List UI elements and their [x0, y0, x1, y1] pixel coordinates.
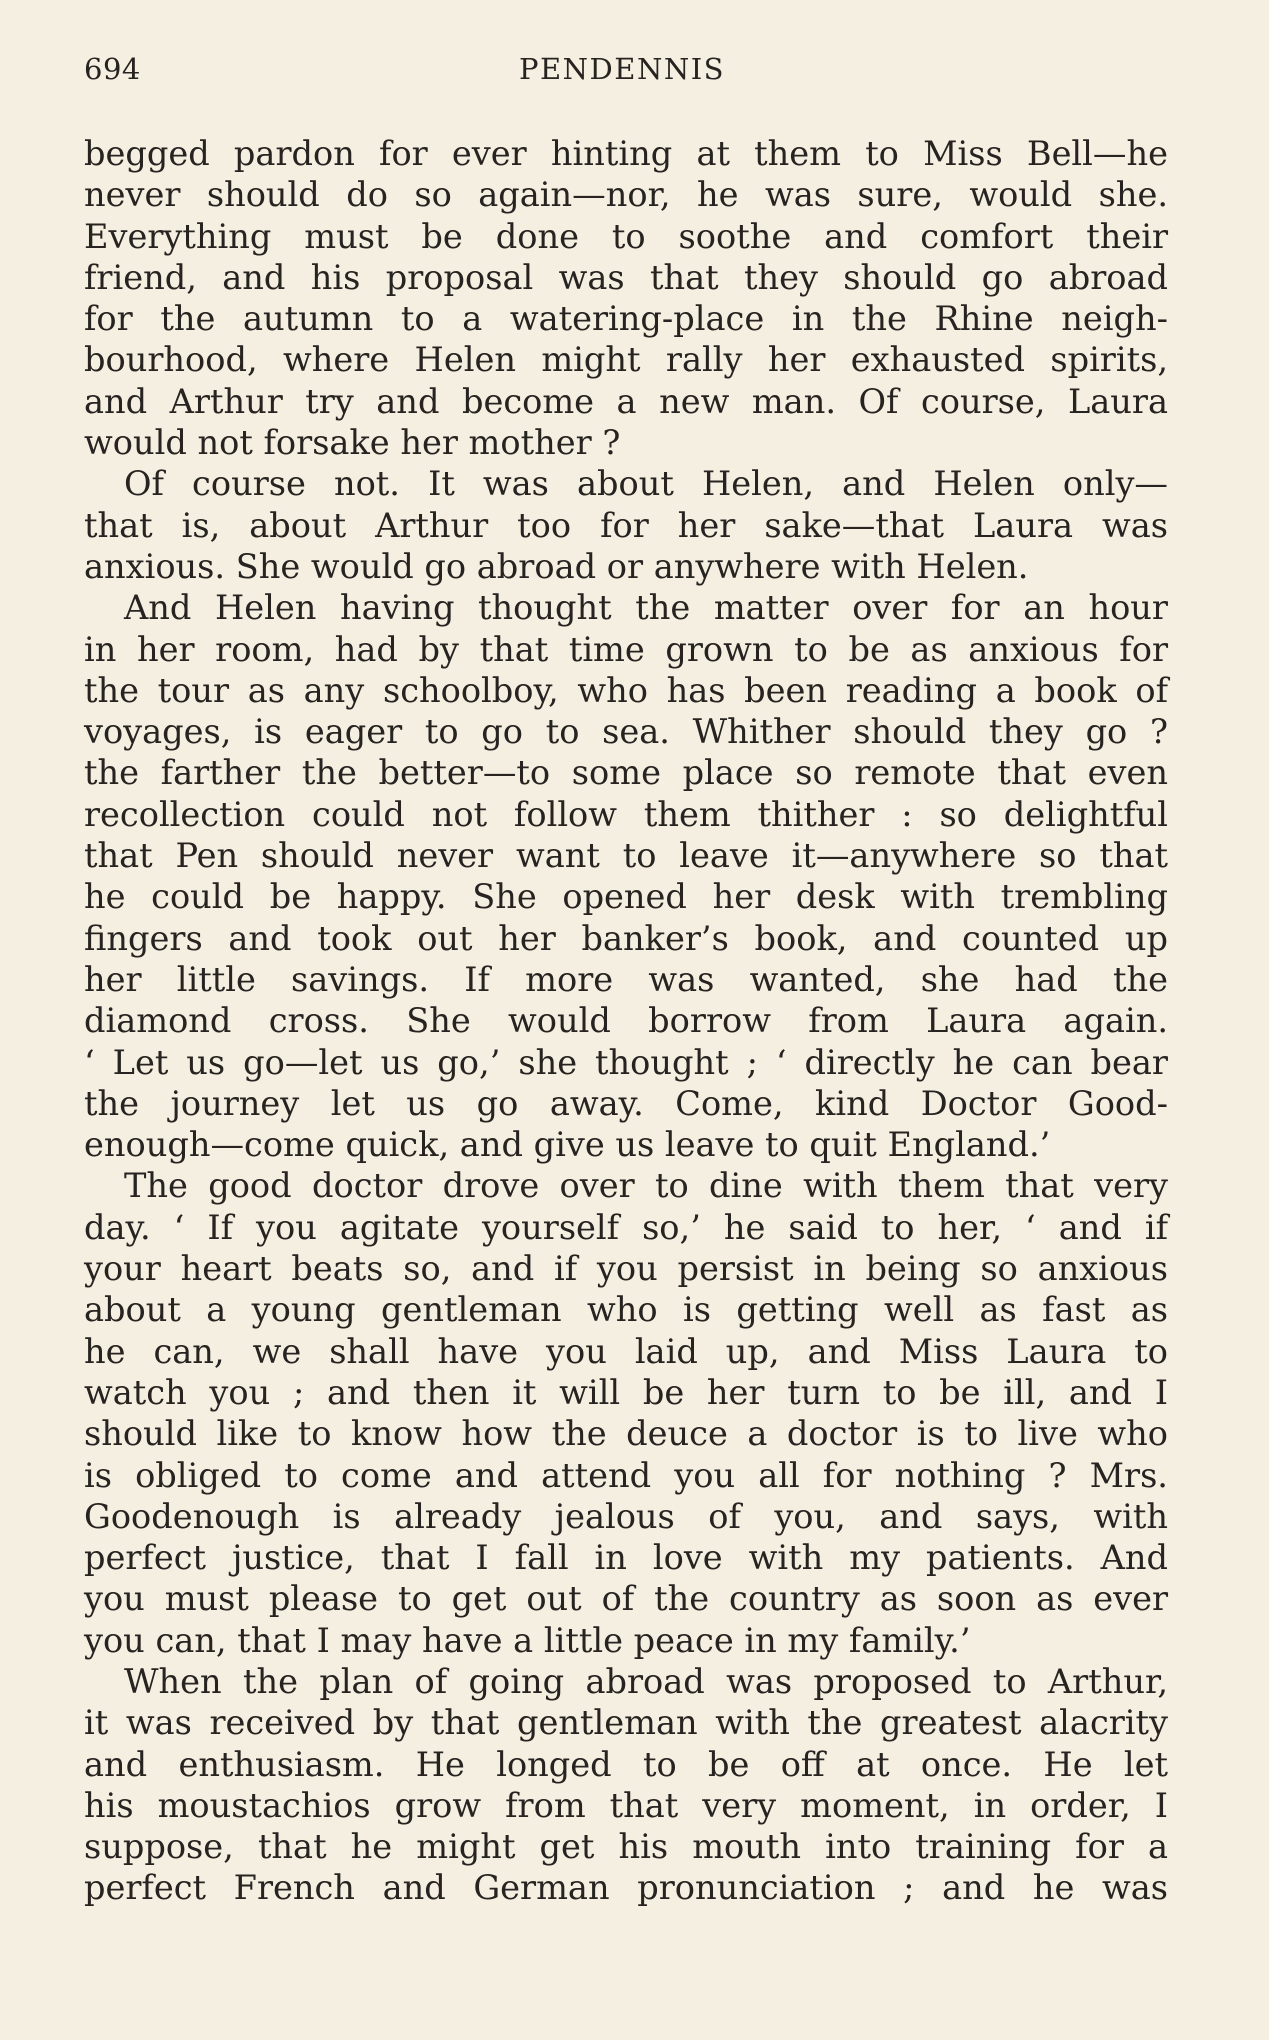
- text-line: he can, we shall have you laid up, and Miss Laura to: [84, 1331, 1168, 1371]
- text-line: you must please to get out of the country as soon as ever: [84, 1579, 1168, 1619]
- text-line: friend, and his proposal was that they should go abroad: [84, 257, 1168, 297]
- text-line: diamond cross. She would borrow from Laura again.: [84, 1001, 1168, 1041]
- text-line: the farther the better—to some place so remote that even: [84, 753, 1168, 793]
- text-line: watch you ; and then it will be her turn to be ill, and I: [84, 1372, 1168, 1412]
- text-line: the journey let us go away. Come, kind Doctor Good-: [84, 1083, 1168, 1123]
- text-line: should like to know how the deuce a doctor is to live who: [84, 1414, 1168, 1454]
- text-line: Everything must be done to soothe and comfort their: [84, 216, 1168, 256]
- text-line: Of course not. It was about Helen, and Helen only—: [124, 464, 1168, 504]
- text-line: ‘ Let us go—let us go,’ she thought ; ‘ directly he can bear: [84, 1042, 1168, 1082]
- text-line: anxious. She would go abroad or anywhere with Helen.: [84, 546, 1029, 586]
- text-line: fingers and took out her banker’s book, and counted up: [84, 918, 1168, 958]
- text-line: suppose, that he might get his mouth into training for a: [84, 1827, 1168, 1867]
- text-line: bourhood, where Helen might rally her exhausted spirits,: [84, 340, 1168, 380]
- text-line: her little savings. If more was wanted, she had the: [84, 959, 1168, 999]
- text-line: and enthusiasm. He longed to be off at once. He let: [84, 1744, 1168, 1784]
- text-line: about a young gentleman who is getting well as fast as: [84, 1290, 1168, 1330]
- text-line: it was received by that gentleman with the greatest alacrity: [84, 1703, 1168, 1743]
- text-line: he could be happy. She opened her desk with trembling: [84, 877, 1168, 917]
- text-line: the tour as any schoolboy, who has been reading a book of: [84, 670, 1168, 710]
- text-line: that is, about Arthur too for her sake—that Laura was: [84, 505, 1168, 545]
- text-line: enough—come quick, and give us leave to quit England.’: [84, 1125, 1051, 1165]
- text-line: The good doctor drove over to dine with them that very: [124, 1166, 1168, 1206]
- text-line: recollection could not follow them thither : so delightful: [84, 794, 1168, 834]
- text-line: you can, that I may have a little peace in my family.’: [84, 1620, 971, 1660]
- text-line: perfect French and German pronunciation ; and he was: [84, 1868, 1168, 1908]
- page-header: [84, 52, 1164, 102]
- text-line: and Arthur try and become a new man. Of course, Laura: [84, 381, 1168, 421]
- text-line: your heart beats so, and if you persist in being so anxious: [84, 1249, 1168, 1289]
- text-line: perfect justice, that I fall in love with my patients. And: [84, 1538, 1168, 1578]
- body-text: [84, 133, 1168, 1909]
- page-number: 694: [84, 52, 141, 86]
- running-title: PENDENNIS: [519, 52, 726, 86]
- text-line: is obliged to come and attend you all for nothing ? Mrs.: [84, 1455, 1168, 1495]
- text-line: voyages, is eager to go to sea. Whither should they go ?: [84, 712, 1168, 752]
- text-line: for the autumn to a watering-place in the Rhine neigh-: [84, 299, 1168, 339]
- text-line: in her room, had by that time grown to be as anxious for: [84, 629, 1168, 669]
- text-line: And Helen having thought the matter over for an hour: [124, 588, 1168, 628]
- text-line: would not forsake her mother ?: [84, 423, 621, 463]
- text-line: When the plan of going abroad was proposed to Arthur,: [124, 1661, 1168, 1701]
- text-line: begged pardon for ever hinting at them to Miss Bell—he: [84, 134, 1168, 173]
- text-line: day. ‘ If you agitate yourself so,’ he said to her, ‘ and if: [84, 1207, 1168, 1247]
- text-line: never should do so again—nor, he was sure, would she.: [84, 175, 1168, 215]
- text-line: Goodenough is already jealous of you, and says, with: [84, 1496, 1168, 1536]
- text-line: his moustachios grow from that very moment, in order, I: [84, 1785, 1168, 1825]
- text-line: that Pen should never want to leave it—anywhere so that: [84, 836, 1168, 876]
